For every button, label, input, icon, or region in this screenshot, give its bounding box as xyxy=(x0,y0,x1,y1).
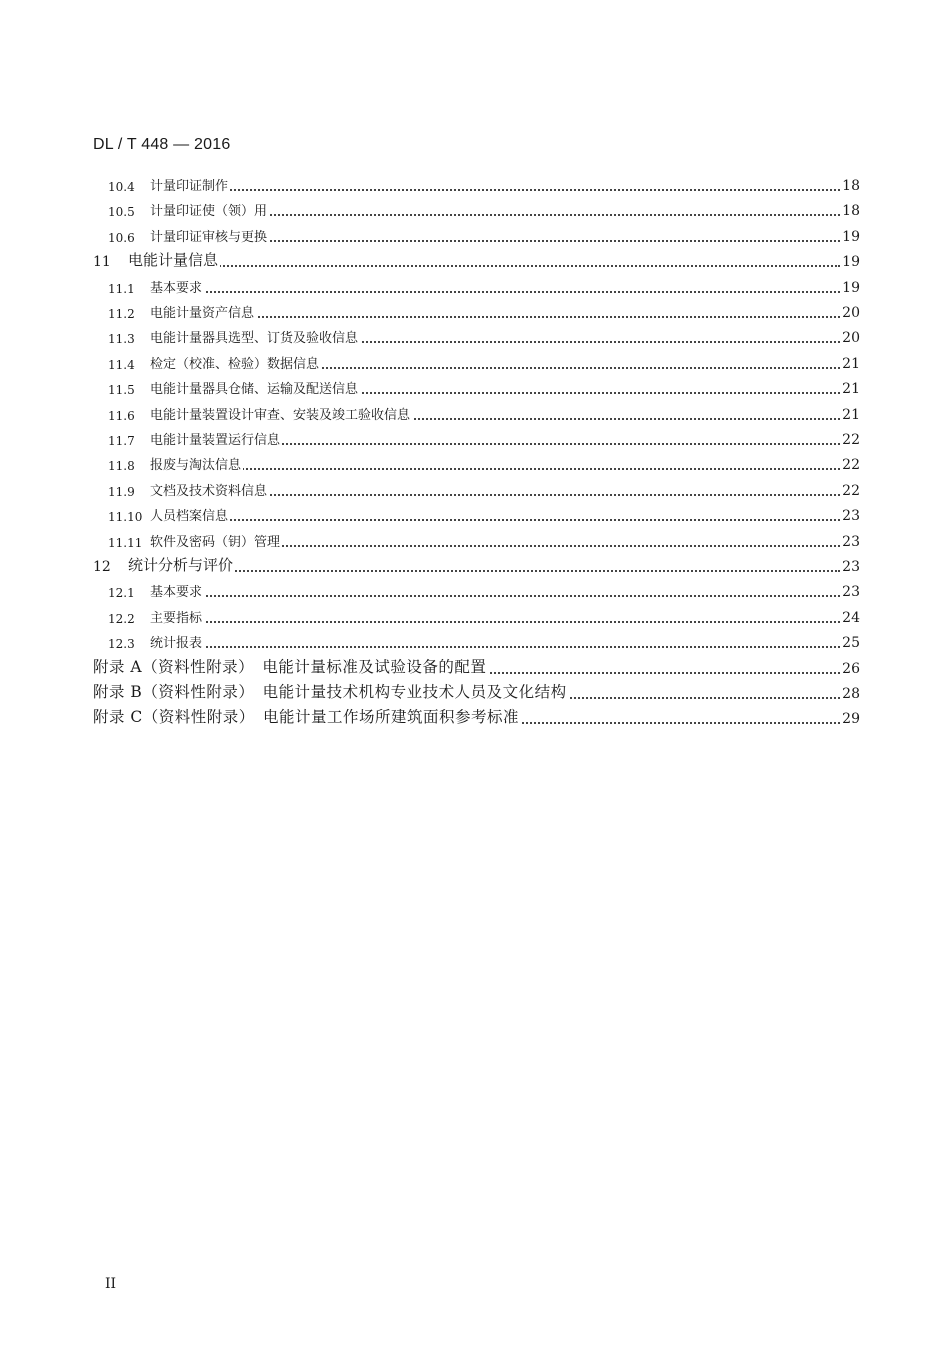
toc-entry-title: 统计报表 xyxy=(150,632,204,651)
toc-entry-number: 11.9 xyxy=(108,484,135,499)
toc-entry-page: 21 xyxy=(842,355,860,372)
toc-entry-title: 文档及技术资料信息 xyxy=(150,480,269,499)
toc-entry-page: 20 xyxy=(842,305,860,321)
toc-entry-page: 20 xyxy=(842,330,860,347)
toc-entry[interactable] xyxy=(0,450,950,475)
toc-entry-page: 23 xyxy=(842,584,860,601)
toc-entry-title: 电能计量装置设计审查、安装及竣工验收信息 xyxy=(150,404,412,423)
dot-leader xyxy=(150,621,840,623)
toc-entry[interactable] xyxy=(0,476,950,501)
toc-entry[interactable] xyxy=(0,323,950,348)
toc-entry-number: 11.11 xyxy=(108,535,143,550)
dot-leader xyxy=(128,265,840,267)
toc-entry-page: 24 xyxy=(842,609,860,626)
toc-entry-number: 11.10 xyxy=(108,510,143,525)
toc-entry-page: 23 xyxy=(842,559,860,575)
toc-entry-page: 19 xyxy=(842,279,860,296)
toc-entry-number: 12.1 xyxy=(108,586,135,601)
dot-leader xyxy=(150,646,840,648)
dot-leader xyxy=(150,189,840,191)
toc-entry[interactable] xyxy=(0,552,950,577)
toc-entry-title: 计量印证审核与更换 xyxy=(150,226,269,245)
toc-entry-page: 22 xyxy=(842,432,860,448)
toc-entry-number: 10.5 xyxy=(108,205,135,220)
toc-entry[interactable] xyxy=(0,374,950,399)
toc-entry[interactable] xyxy=(0,171,950,196)
toc-entry-number: 11.5 xyxy=(108,383,135,398)
toc-entry-title: 基本要求 xyxy=(150,581,204,600)
toc-entry-number: 11.2 xyxy=(108,307,135,321)
toc-entry-page: 25 xyxy=(842,635,860,652)
toc-entry-title: 附录 B（资料性附录） 电能计量技术机构专业技术人员及文化结构 xyxy=(93,680,569,702)
toc-entry-title: 电能计量资产信息 xyxy=(150,302,256,321)
toc-entry-page: 22 xyxy=(842,457,860,474)
toc-entry-title: 主要指标 xyxy=(150,607,204,626)
toc-entry-title: 报废与淘汰信息 xyxy=(150,454,243,473)
toc-entry[interactable] xyxy=(0,704,950,729)
toc-entry-number: 12.2 xyxy=(108,611,135,626)
document-id-header: DL / T 448 — 2016 xyxy=(93,136,231,153)
toc-entry[interactable] xyxy=(0,628,950,653)
toc-entry-title: 计量印证使（领）用 xyxy=(150,200,269,219)
toc-entry-page: 26 xyxy=(842,660,860,677)
toc-entry[interactable] xyxy=(0,247,950,272)
toc-entry[interactable] xyxy=(0,527,950,552)
toc-entry[interactable] xyxy=(0,349,950,374)
toc-entry-title: 电能计量器具选型、订货及验收信息 xyxy=(150,327,360,346)
toc-entry-title: 检定（校准、检验）数据信息 xyxy=(150,353,321,372)
toc-entry-page: 19 xyxy=(842,228,860,245)
toc-entry-title: 电能计量装置运行信息 xyxy=(150,429,282,448)
toc-entry[interactable] xyxy=(0,400,950,425)
toc-entry-number: 11.8 xyxy=(108,459,135,474)
toc-entry-number: 11 xyxy=(93,254,111,271)
toc-entry-number: 10.6 xyxy=(108,230,135,245)
toc-entry-number: 11.3 xyxy=(108,332,135,347)
toc-entry-number: 11.6 xyxy=(108,408,135,423)
toc-entry-page: 29 xyxy=(842,711,860,728)
toc-entry[interactable] xyxy=(0,654,950,679)
toc-entry-title: 统计分析与评价 xyxy=(128,556,234,574)
toc-entry-page: 21 xyxy=(842,406,860,423)
toc-entry[interactable] xyxy=(0,298,950,323)
toc-entry[interactable] xyxy=(0,425,950,450)
toc-entry-title: 附录 A（资料性附录） 电能计量标准及试验设备的配置 xyxy=(93,655,488,677)
toc-entry-number: 11.4 xyxy=(108,357,135,372)
toc-entry-title: 电能计量信息 xyxy=(128,251,219,270)
toc-entry-number: 11.1 xyxy=(108,281,135,296)
toc-entry-title: 软件及密码（钥）管理 xyxy=(150,531,282,550)
toc-entry-title: 附录 C（资料性附录） 电能计量工作场所建筑面积参考标准 xyxy=(93,705,521,727)
toc-entry-title: 人员档案信息 xyxy=(150,505,230,524)
toc-entry[interactable] xyxy=(0,273,950,298)
toc-entry[interactable] xyxy=(0,603,950,628)
toc-entry-page: 23 xyxy=(842,508,860,525)
toc-entry[interactable] xyxy=(0,679,950,704)
toc-entry-page: 28 xyxy=(842,686,860,702)
toc-entry-number: 10.4 xyxy=(108,180,135,194)
toc-entry-number: 11.7 xyxy=(108,434,135,448)
dot-leader xyxy=(150,291,840,293)
toc-entry-number: 12.3 xyxy=(108,637,135,652)
toc-entry-page: 21 xyxy=(842,381,860,398)
toc-entry-page: 19 xyxy=(842,254,860,271)
toc-entry[interactable] xyxy=(0,577,950,602)
toc-entry[interactable] xyxy=(0,222,950,247)
toc-entry[interactable] xyxy=(0,196,950,221)
toc-entry-page: 23 xyxy=(842,533,860,550)
toc-entry-title: 计量印证制作 xyxy=(150,175,230,194)
dot-leader xyxy=(150,519,840,521)
toc-entry-title: 基本要求 xyxy=(150,277,204,296)
toc-entry-number: 12 xyxy=(93,559,111,575)
toc-entry-page: 18 xyxy=(842,178,860,194)
toc-entry-page: 18 xyxy=(842,203,860,220)
dot-leader xyxy=(150,595,840,597)
page-number: II xyxy=(105,1276,117,1292)
toc-entry[interactable] xyxy=(0,501,950,526)
dot-leader xyxy=(150,468,840,470)
toc-entry-page: 22 xyxy=(842,482,860,499)
toc-entry-title: 电能计量器具仓储、运输及配送信息 xyxy=(150,378,360,397)
